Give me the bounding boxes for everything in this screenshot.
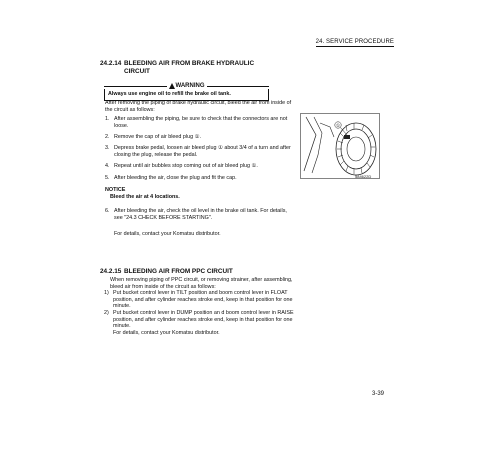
figure-id: 584622D — [355, 174, 372, 179]
notice-text: Bleed the air at 4 locations. — [110, 194, 180, 200]
warning-box — [104, 83, 269, 101]
page-number: 3-39 — [371, 391, 384, 397]
running-header: 24. SERVICE PROCEDURE — [315, 39, 394, 45]
list-item: 3. Depress brake pedal, loosen air bleed plug ① about 3/4 of a turn and after closing the plug, release the pedal. — [105, 145, 291, 158]
warning-label: WARNING — [175, 83, 205, 89]
warning-triangle-icon — [169, 83, 175, 89]
contact-note: For details, contact your Komatsu distributor. — [114, 231, 221, 237]
contact-note: For details, contact your Komatsu distributor. — [113, 330, 220, 336]
notice-heading: NOTICE — [105, 187, 126, 193]
list-item: 2. Remove the cap of air bleed plug ①. — [105, 134, 201, 140]
section-title: BLEEDING AIR FROM PPC CIRCUIT — [124, 268, 233, 275]
list-item: 5. After bleeding the air, close the plug and fit the cap. — [105, 175, 237, 181]
warning-text: Always use engine oil to refill the brake oil tank. — [104, 89, 269, 101]
section-heading-bleeding-ppc — [100, 268, 233, 276]
section-title-line1: BLEEDING AIR FROM BRAKE HYDRAULIC — [124, 60, 255, 67]
intro-paragraph: When removing piping of PPC circuit, or removing strainer, after assembling, bleed air from inside of the circuit as follows: — [110, 277, 293, 290]
header-rule — [316, 46, 394, 47]
intro-paragraph: After removing the piping of brake hydraulic circuit, bleed the air from inside of the circuit as follows: — [105, 100, 292, 113]
section-heading-bleeding-brake — [100, 60, 254, 76]
list-item: 1. After assembling the piping, be sure to check that the connectors are not loose. — [105, 116, 288, 129]
section-title-line2: CIRCUIT — [124, 68, 150, 75]
list-item: 1) Put bucket control lever in TILT position and boom control lever in FLOAT position, and after cylinder reaches stroke end, keep in that position for one minute. — [104, 290, 293, 310]
section-number: 24.2.15 — [100, 268, 122, 275]
list-item: 4. Repeat until air bubbles stop coming out of air bleed plug ①. — [105, 163, 258, 169]
list-item: 2) Put bucket control lever in DUMP position an d boom control lever in RAISE position, and after cylinder reaches stroke end, keep in that position for one minute. — [104, 310, 294, 330]
section-number: 24.2.14 — [100, 60, 122, 67]
list-item: 6. After bleeding the air, check the oil level in the brake oil tank. For details, see "24.3 CHECK BEFORE STARTING". — [105, 208, 287, 221]
figure-callout: ① — [335, 122, 341, 128]
brake-bleed-plug-illustration — [300, 113, 380, 179]
